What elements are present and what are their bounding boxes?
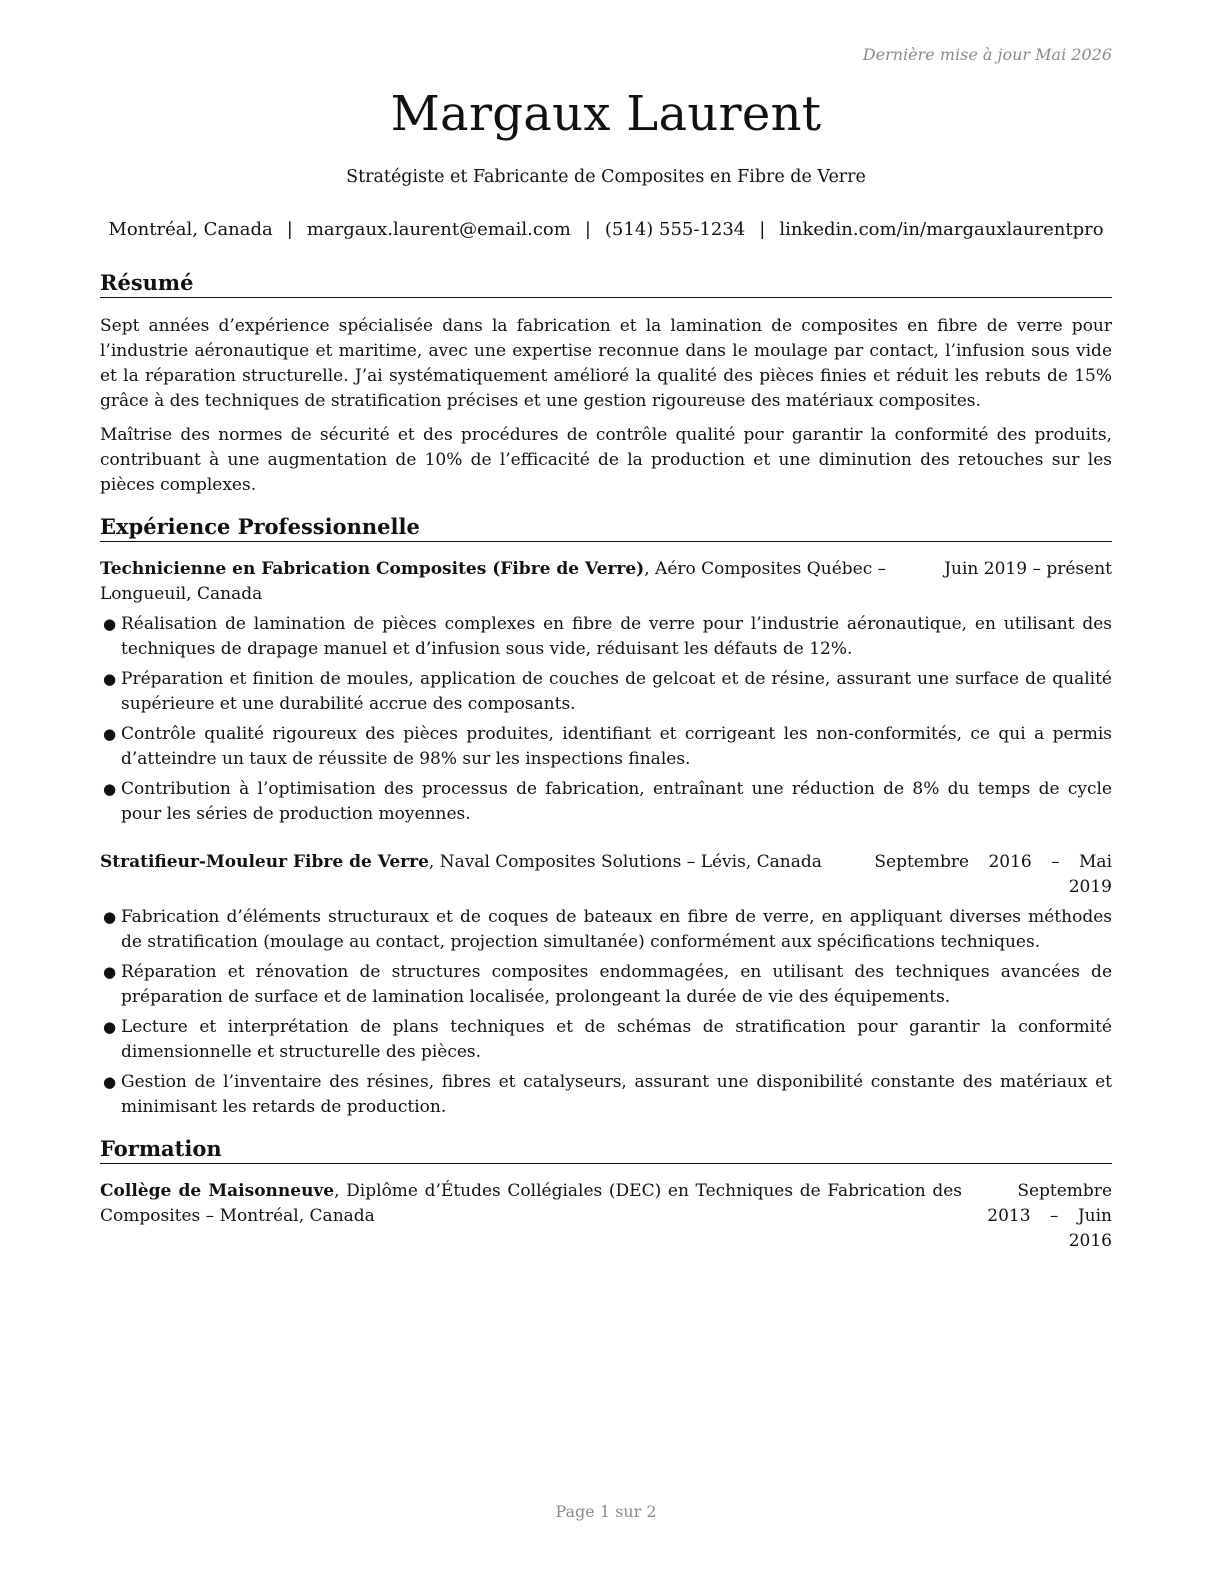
contact-line: [100, 219, 1112, 240]
list-item: ● Réparation et rénovation de structures composites endommagées, en utilisant des techniques avancées de préparation de surface et de lamination localisée, prolongeant la durée de vie des équipements.: [103, 962, 1112, 1007]
bullet-icon: ●: [103, 780, 117, 798]
contact-linkedin[interactable]: linkedin.com/in/margauxlaurentpro: [779, 219, 1104, 240]
job-role: Technicienne en Fabrication Composites (Fibre de Verre): [100, 559, 645, 579]
list-item: ● Fabrication d’éléments structuraux et de coques de bateaux en fibre de verre, en appliquant diverses méthodes de stratification (moulage au contact, projection simultanée) conformément aux spécifications techniques.: [103, 907, 1112, 952]
job-bullets: [100, 612, 1112, 832]
education-line: [100, 1179, 972, 1254]
bullet-icon: ●: [103, 1018, 117, 1036]
bullet-icon: ●: [103, 908, 117, 926]
job-company: , Aéro Composites Québec – Longueuil, Canada: [100, 559, 887, 604]
education-school: Collège de Maisonneuve: [100, 1181, 335, 1201]
section-title-summary: Résumé: [100, 270, 1112, 298]
candidate-subtitle: Stratégiste et Fabricante de Composites en Fibre de Verre: [346, 167, 866, 187]
job-role: Stratifieur-Mouleur Fibre de Verre: [100, 852, 429, 872]
section-title-experience: Expérience Professionnelle: [100, 514, 1112, 542]
list-item: ● Lecture et interprétation de plans techniques et de schémas de stratification pour garantir la conformité dimensionnelle et structurelle des pièces.: [103, 1017, 1112, 1062]
contact-location: Montréal, Canada: [108, 219, 273, 240]
bullet-icon: ●: [103, 670, 117, 688]
contact-separator: |: [584, 219, 591, 240]
list-item: ● Contrôle qualité rigoureux des pièces produites, identifiant et corrigeant les non-conformités, ce qui a permis d’atteindre un taux de réussite de 98% sur les inspections finales.: [103, 724, 1112, 769]
bullet-icon: ●: [103, 615, 117, 633]
job-bullets: [100, 905, 1112, 1125]
job-title-line: [100, 557, 944, 607]
candidate-name: Margaux Laurent: [390, 86, 822, 142]
list-item: ● Réalisation de lamination de pièces complexes en fibre de verre pour l’industrie aéronautique, en utilisant des techniques de drapage manuel et d’infusion sous vide, réduisant les défauts de 12%.: [103, 614, 1112, 659]
last-updated: Dernière mise à jour Mai 2026: [862, 45, 1112, 64]
summary-paragraph: Maîtrise des normes de sécurité et des procédures de contrôle qualité pour garantir la conformité des produits, contribuant à une augmentation de 10% de l’efficacité de la production et une diminution des retouches sur les pièces complexes.: [100, 425, 1112, 495]
list-item: ● Gestion de l’inventaire des résines, fibres et catalyseurs, assurant une disponibilité constante des matériaux et minimisant les retards de production.: [103, 1072, 1112, 1117]
resume-page: [100, 0, 1112, 1584]
job-dates: Juin 2019 – présent: [944, 559, 1112, 579]
contact-separator: |: [286, 219, 293, 240]
education-dates: Septembre 2013 – Juin 2016: [987, 1181, 1112, 1251]
bullet-icon: ●: [103, 725, 117, 743]
bullet-icon: ●: [103, 963, 117, 981]
contact-email[interactable]: margaux.laurent@email.com: [306, 219, 571, 240]
job-dates: Septembre 2016 – Mai 2019: [874, 852, 1112, 897]
job-header: [100, 850, 1112, 900]
summary-paragraph: Sept années d’expérience spécialisée dans la fabrication et la lamination de composites en fibre de verre pour l’industrie aéronautique et maritime, avec une expertise reconnue dans le moulage par contact, l’infusion sous vide et la réparation structurelle. J’ai systématiquement amélioré la qualité des pièces finies et réduit les rebuts de 15% grâce à des techniques de stratification précises et une gestion rigoureuse des matériaux composites.: [100, 316, 1112, 411]
bullet-icon: ●: [103, 1073, 117, 1091]
job-title-line: [100, 850, 872, 900]
job-company: , Naval Composites Solutions – Lévis, Canada: [428, 852, 822, 872]
section-title-education: Formation: [100, 1136, 1112, 1164]
education-degree: , Diplôme d’Études Collégiales (DEC) en Techniques de Fabrication des Composites – Montréal, Canada: [100, 1181, 962, 1226]
contact-phone[interactable]: (514) 555-1234: [604, 219, 746, 240]
page-number: Page 1 sur 2: [555, 1502, 657, 1521]
contact-separator: |: [759, 219, 766, 240]
list-item: ● Préparation et finition de moules, application de couches de gelcoat et de résine, assurant une surface de qualité supérieure et une durabilité accrue des composants.: [103, 669, 1112, 714]
job-header: [100, 557, 1112, 607]
list-item: ● Contribution à l’optimisation des processus de fabrication, entraînant une réduction de 8% du temps de cycle pour les séries de production moyennes.: [103, 779, 1112, 824]
education-header: [100, 1179, 1112, 1254]
